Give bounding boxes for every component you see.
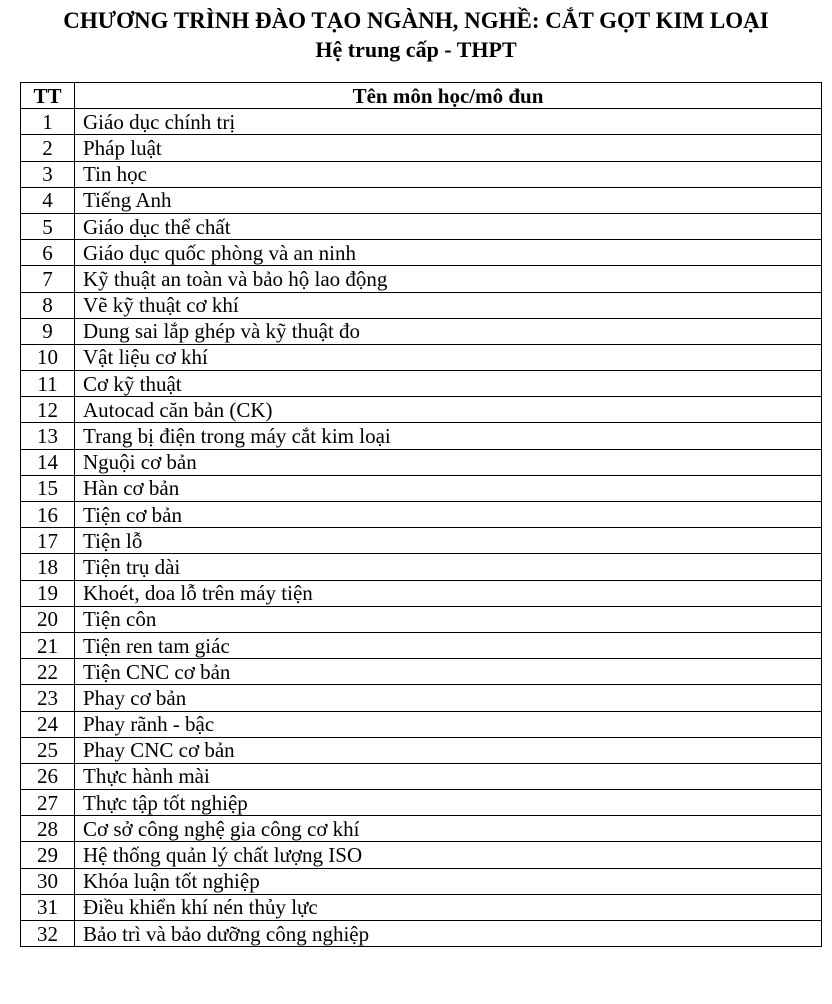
- table-row: [21, 580, 822, 606]
- curriculum-table: [20, 82, 822, 947]
- row-number: 20: [21, 606, 75, 632]
- table-row: [21, 632, 822, 658]
- table-row: [21, 318, 822, 344]
- document-subtitle: Hệ trung cấp - THPT: [315, 37, 517, 62]
- course-name: Cơ kỹ thuật: [75, 371, 822, 397]
- table-row: [21, 161, 822, 187]
- row-number: 29: [21, 842, 75, 868]
- row-number: 4: [21, 187, 75, 213]
- row-number: 27: [21, 790, 75, 816]
- row-number: 21: [21, 632, 75, 658]
- course-name: Tiện cơ bản: [75, 502, 822, 528]
- row-number: 8: [21, 292, 75, 318]
- row-number: 9: [21, 318, 75, 344]
- table-row: [21, 554, 822, 580]
- row-number: 17: [21, 528, 75, 554]
- table-row: [21, 685, 822, 711]
- course-name: Nguội cơ bản: [75, 449, 822, 475]
- row-number: 31: [21, 894, 75, 920]
- table-row: [21, 109, 822, 135]
- course-name: Dung sai lắp ghép và kỹ thuật đo: [75, 318, 822, 344]
- row-number: 14: [21, 449, 75, 475]
- course-name: Phay cơ bản: [75, 685, 822, 711]
- table-row: [21, 240, 822, 266]
- table-row: [21, 659, 822, 685]
- row-number: 1: [21, 109, 75, 135]
- row-number: 18: [21, 554, 75, 580]
- row-number: 28: [21, 816, 75, 842]
- table-row: [21, 842, 822, 868]
- course-name: Hệ thống quản lý chất lượng ISO: [75, 842, 822, 868]
- row-number: 16: [21, 502, 75, 528]
- course-name: Giáo dục quốc phòng và an ninh: [75, 240, 822, 266]
- row-number: 19: [21, 580, 75, 606]
- table-row: [21, 292, 822, 318]
- course-name: Trang bị điện trong máy cắt kim loại: [75, 423, 822, 449]
- table-row: [21, 894, 822, 920]
- row-number: 26: [21, 763, 75, 789]
- row-number: 15: [21, 475, 75, 501]
- course-name: Bảo trì và bảo dưỡng công nghiệp: [75, 921, 822, 947]
- table-row: [21, 135, 822, 161]
- table-row: [21, 266, 822, 292]
- row-number: 3: [21, 161, 75, 187]
- row-number: 13: [21, 423, 75, 449]
- course-name: Thực tập tốt nghiệp: [75, 790, 822, 816]
- header-course-name: Tên môn học/mô đun: [75, 83, 822, 109]
- row-number: 23: [21, 685, 75, 711]
- course-name: Tiện trụ dài: [75, 554, 822, 580]
- course-name: Autocad căn bản (CK): [75, 397, 822, 423]
- course-name: Khóa luận tốt nghiệp: [75, 868, 822, 894]
- course-name: Khoét, doa lỗ trên máy tiện: [75, 580, 822, 606]
- table-body: [21, 109, 822, 947]
- row-number: 7: [21, 266, 75, 292]
- course-name: Tin học: [75, 161, 822, 187]
- table-row: [21, 921, 822, 947]
- table-row: [21, 816, 822, 842]
- course-name: Giáo dục chính trị: [75, 109, 822, 135]
- table-row: [21, 528, 822, 554]
- table-row: [21, 868, 822, 894]
- course-name: Tiện côn: [75, 606, 822, 632]
- table-row: [21, 371, 822, 397]
- table-row: [21, 423, 822, 449]
- course-name: Tiện ren tam giác: [75, 632, 822, 658]
- course-name: Điều khiển khí nén thủy lực: [75, 894, 822, 920]
- course-name: Kỹ thuật an toàn và bảo hộ lao động: [75, 266, 822, 292]
- course-name: Phay rãnh - bậc: [75, 711, 822, 737]
- table-row: [21, 711, 822, 737]
- table-row: [21, 475, 822, 501]
- course-name: Giáo dục thể chất: [75, 213, 822, 239]
- table-row: [21, 606, 822, 632]
- course-name: Tiếng Anh: [75, 187, 822, 213]
- course-name: Hàn cơ bản: [75, 475, 822, 501]
- table-row: [21, 213, 822, 239]
- table-row: [21, 763, 822, 789]
- course-name: Tiện lỗ: [75, 528, 822, 554]
- table-row: [21, 344, 822, 370]
- table-row: [21, 397, 822, 423]
- course-name: Tiện CNC cơ bản: [75, 659, 822, 685]
- table-row: [21, 449, 822, 475]
- row-number: 32: [21, 921, 75, 947]
- course-name: Phay CNC cơ bản: [75, 737, 822, 763]
- course-name: Vật liệu cơ khí: [75, 344, 822, 370]
- course-name: Thực hành mài: [75, 763, 822, 789]
- table-header-row: [21, 83, 822, 109]
- course-name: Cơ sở công nghệ gia công cơ khí: [75, 816, 822, 842]
- row-number: 5: [21, 213, 75, 239]
- row-number: 30: [21, 868, 75, 894]
- course-name: Vẽ kỹ thuật cơ khí: [75, 292, 822, 318]
- row-number: 11: [21, 371, 75, 397]
- header-tt: TT: [21, 83, 75, 109]
- row-number: 12: [21, 397, 75, 423]
- row-number: 6: [21, 240, 75, 266]
- row-number: 2: [21, 135, 75, 161]
- table-row: [21, 737, 822, 763]
- course-name: Pháp luật: [75, 135, 822, 161]
- document-title-block: [0, 6, 832, 64]
- document-title: CHƯƠNG TRÌNH ĐÀO TẠO NGÀNH, NGHỀ: CẮT GỌT KIM LOẠI: [63, 8, 769, 33]
- row-number: 24: [21, 711, 75, 737]
- row-number: 10: [21, 344, 75, 370]
- table-row: [21, 502, 822, 528]
- row-number: 25: [21, 737, 75, 763]
- row-number: 22: [21, 659, 75, 685]
- table-row: [21, 790, 822, 816]
- table-row: [21, 187, 822, 213]
